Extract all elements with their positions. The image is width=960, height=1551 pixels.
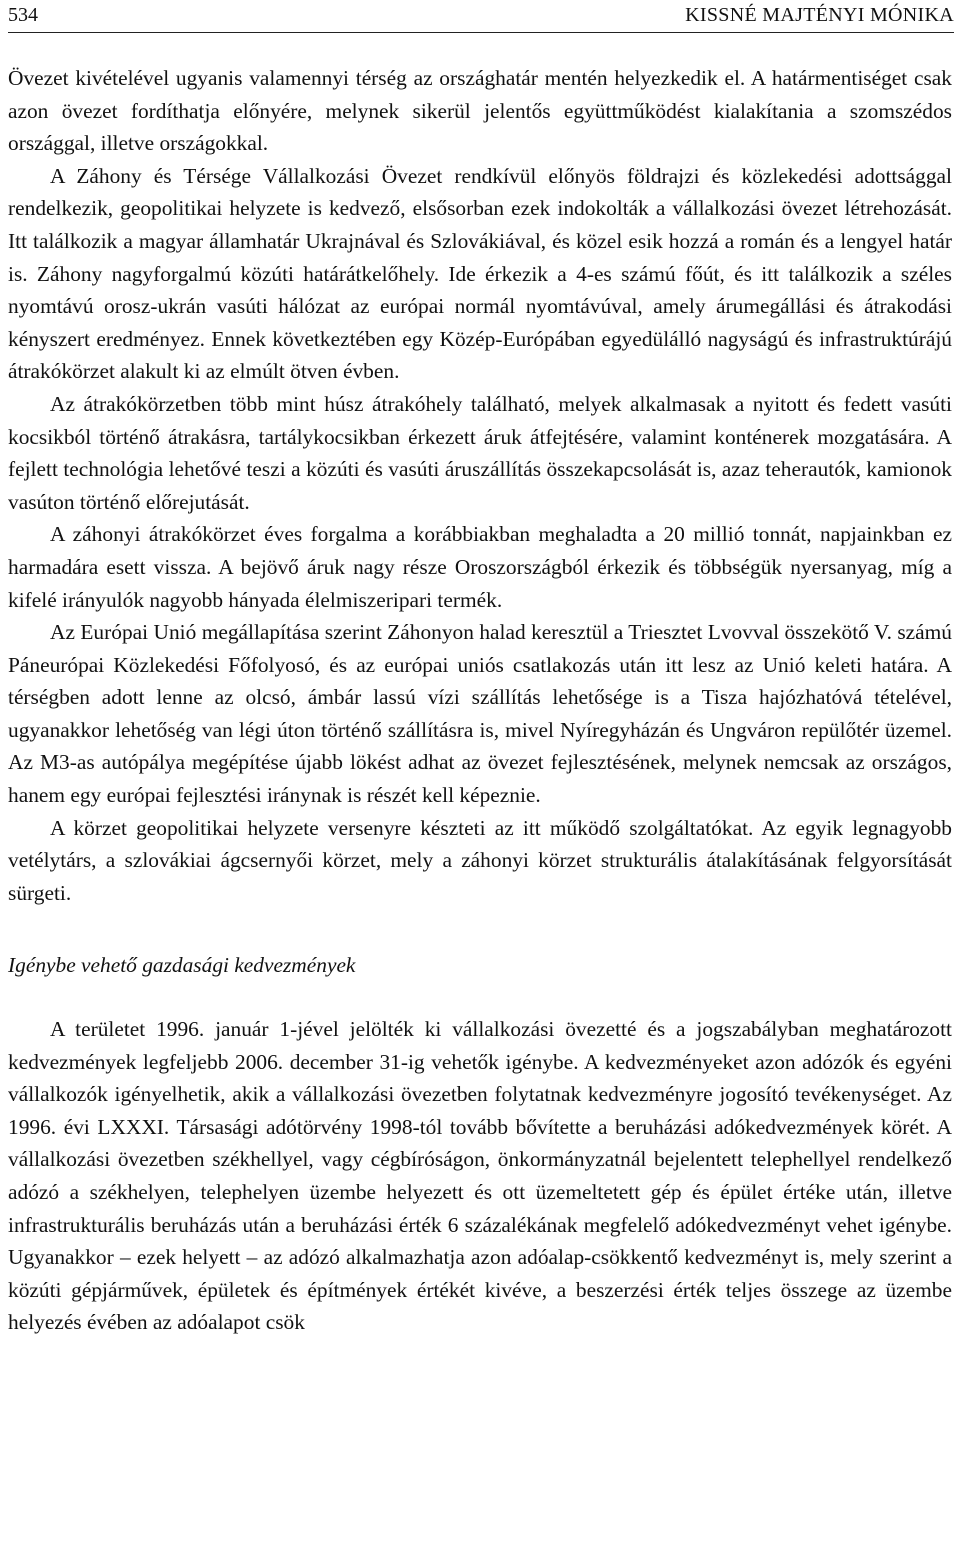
paragraph: A területet 1996. január 1-jével jelölték ki vállalkozási övezetté és a jogszabályban meghatározott kedvezmények legfeljebb 2006. december 31-ig vehetők igénybe. A kedvezményeket azon adózók és egyéni vállalkozók igényelhetik, akik a vállalkozási övezetben folytatnak kedvezményre jogosító tevékenységet. Az 1996. évi LXXXI. Társasági adótörvény 1998-tól tovább bővítette a beruházási adókedvezmények körét. A vállalkozási övezetben székhellyel, vagy cégbíróságon, önkormányzatnál bejelentett telephellyel rendelkező adózó a székhelyen, telephelyen üzembe helyezett és ott üzemeltetett gép és épület értéke után, illetve infrastrukturális beruházás után a beruházási érték 6 százalékának megfelelő adókedvezményt vehet igénybe. Ugyanakkor – ezek helyett – az adózó alkalmazhatja azon adóalap-csökkentő kedvezményt is, mely szerint a közúti gépjárművek, épületek és építmények értékét kivéve, a beszerzési érték teljes összege az üzembe helyezés évében az adóalapot csök	[8, 1017, 952, 1335]
paragraph: A záhonyi átrakókörzet éves forgalma a korábbiakban meghaladta a 20 millió tonnát, napjainkban ez harmadára esett vissza. A bejövő áruk nagy része Oroszországból érkezik és többségük nyersanyag, míg a kifelé irányulók nagyobb hányada élelmiszeripari termék.	[8, 522, 952, 612]
paragraph: Övezet kivételével ugyanis valamennyi térség az országhatár mentén helyezkedik el. A határmentiséget csak azon övezet fordíthatja előnyére, melynek sikerül jelentős együttműködést kialakítania a szomszédos országgal, illetve országokkal.	[8, 66, 952, 156]
paragraph: A Záhony és Térsége Vállalkozási Övezet rendkívül előnyös földrajzi és közlekedési adottsággal rendelkezik, geopolitikai helyzete is kedvező, elsősorban ezek indokolták a vállalkozási övezet létrehozását. Itt találkozik a magyar államhatár Ukrajnával és Szlovákiával, és közel esik hozzá a román és a lengyel határ is. Záhony nagyforgalmú közúti határátkelőhely. Ide érkezik a 4-es számú főút, és itt találkozik a széles nyomtávú orosz-ukrán vasúti hálózat az európai normál nyomtávúval, amely árumegállási és átrakodási kényszert eredményez. Ennek következtében egy Közép-Európában egyedülálló nagyságú és infrastruktúrájú átrakókörzet alakult ki az elmúlt ötven évben.	[8, 163, 952, 384]
running-header-author: KISSNÉ MAJTÉNYI MÓNIKA	[685, 4, 954, 26]
paragraph: A körzet geopolitikai helyzete versenyre készteti az itt működő szolgáltatókat. Az egyik legnagyobb vetélytárs, a szlovákiai ágcsernyői körzet, mely a záhonyi körzet strukturális átalakításának felgyorsítását sürgeti.	[8, 815, 952, 905]
paragraph: Az Európai Unió megállapítása szerint Záhonyon halad keresztül a Triesztet Lvovval összekötő V. számú Páneurópai Közlekedési Főfolyosó, és az európai uniós csatlakozás után itt lesz az Unió keleti határa. A térségben adott lenne az olcsó, ámbár lassú vízi szállítás lehetősége is a Tisza hajózhatóvá tételével, ugyanakkor lehetőség van légi úton történő szállításra is, mivel Nyíregyházán és Ungváron repülőtér üzemel. Az M3-as autópálya megépítése újabb lökést adhat az övezet fejlesztésének, melynek nemcsak az országos, hanem egy európai fejlesztési iránynak is részét kell képeznie.	[8, 620, 952, 808]
page-number: 534	[8, 4, 38, 26]
running-header	[8, 2, 954, 33]
paragraph: Az átrakókörzetben több mint húsz átrakóhely található, melyek alkalmasak a nyitott és fedett vasúti kocsikból történő átrakásra, tartálykocsikban érkezett áruk átfejtésére, valamint konténerek mozgatására. A fejlett technológia lehetővé teszi a közúti és vasúti áruszállítás összekapcsolását is, azaz teherautók, kamionok vasúton történő előrejutását.	[8, 391, 952, 514]
body-text	[8, 62, 952, 1339]
section-heading: Igénybe vehető gazdasági kedvezmények	[8, 953, 356, 978]
